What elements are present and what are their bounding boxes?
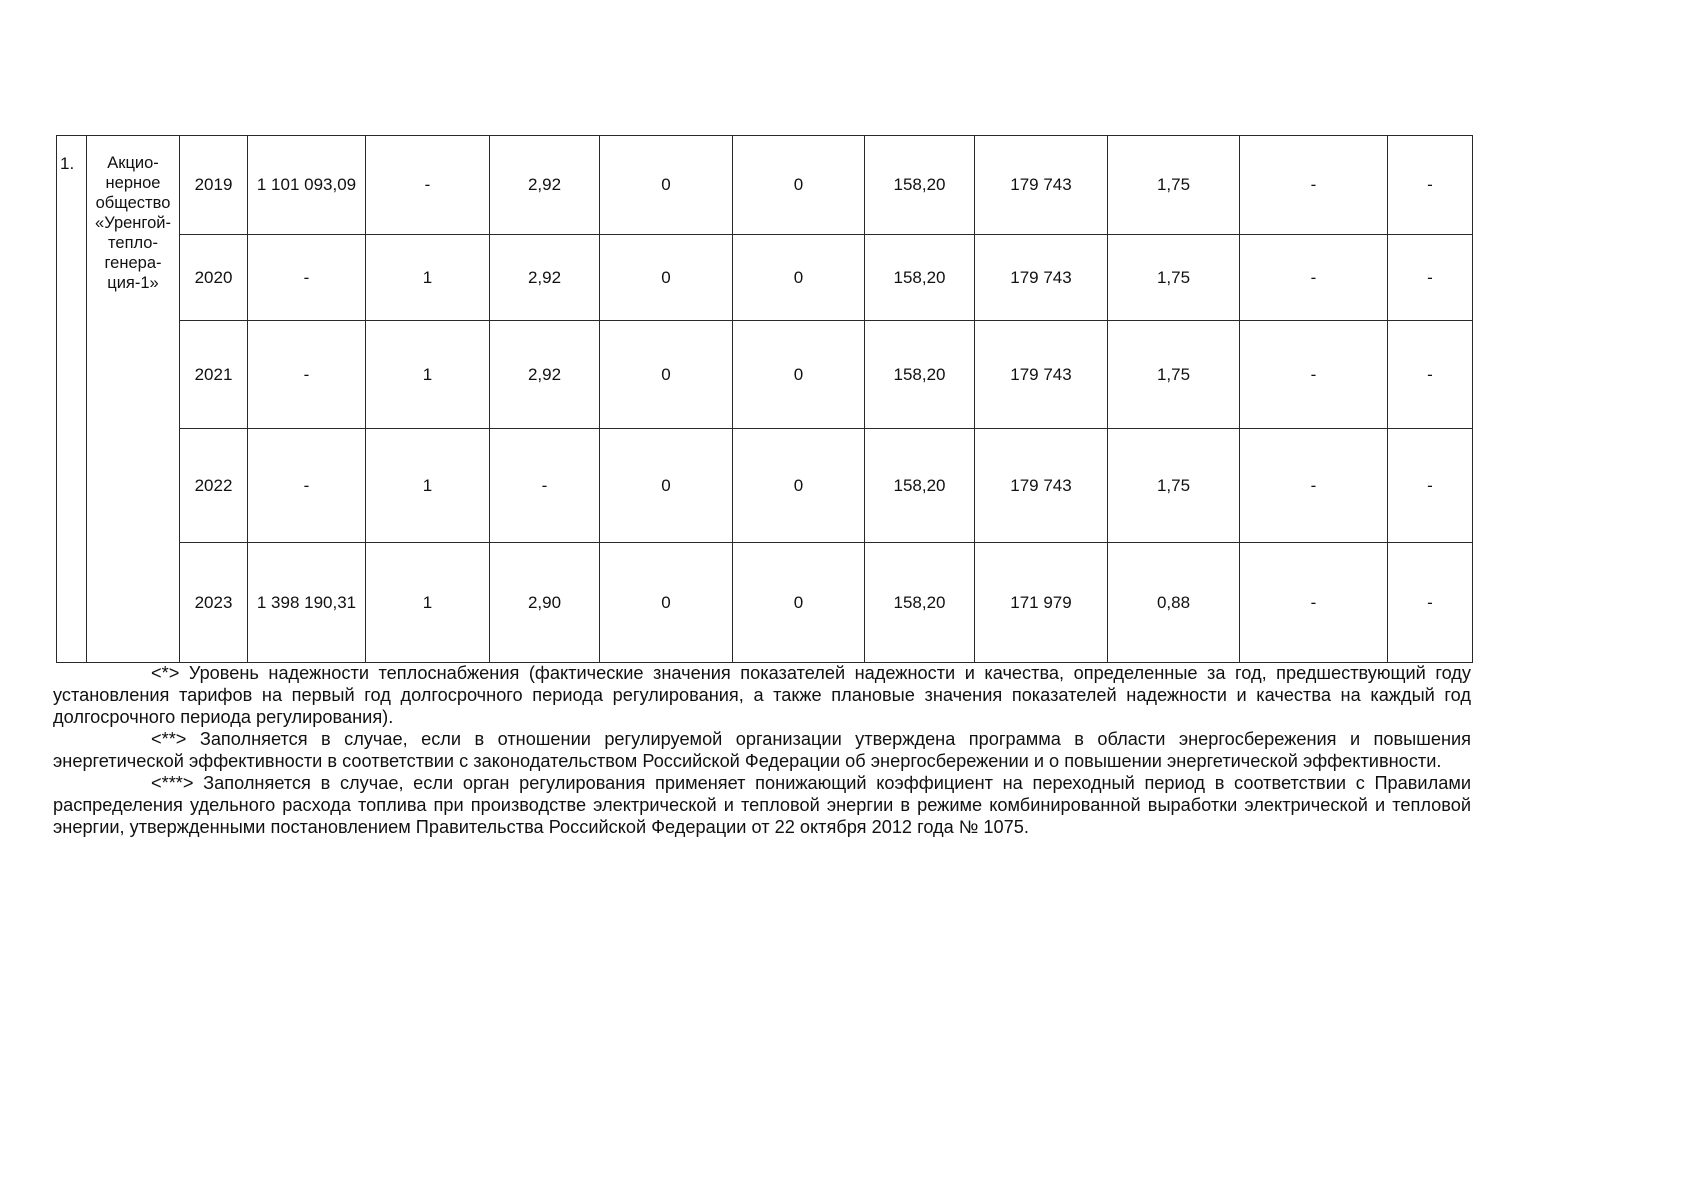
table-cell: - bbox=[248, 321, 366, 429]
table-cell: 1,75 bbox=[1108, 321, 1240, 429]
table-cell: - bbox=[1388, 543, 1473, 663]
table-cell: 158,20 bbox=[865, 136, 975, 235]
table-cell: 179 743 bbox=[975, 321, 1108, 429]
table-cell: 0 bbox=[733, 429, 865, 543]
table-cell: 1 101 093,09 bbox=[248, 136, 366, 235]
table-cell: - bbox=[1240, 235, 1388, 321]
table-cell: - bbox=[1240, 136, 1388, 235]
year-cell: 2022 bbox=[180, 429, 248, 543]
table-row bbox=[57, 429, 1473, 543]
row-number: 1. bbox=[57, 136, 87, 663]
year-cell: 2020 bbox=[180, 235, 248, 321]
table-cell: 0,88 bbox=[1108, 543, 1240, 663]
table-cell: 179 743 bbox=[975, 136, 1108, 235]
table-cell: 0 bbox=[733, 136, 865, 235]
table-cell: 0 bbox=[600, 235, 733, 321]
table-cell: - bbox=[1388, 235, 1473, 321]
table-cell: 2,92 bbox=[490, 235, 600, 321]
table-cell: 0 bbox=[733, 235, 865, 321]
table-cell: 1,75 bbox=[1108, 235, 1240, 321]
table-cell: 0 bbox=[600, 321, 733, 429]
table-cell: 1 398 190,31 bbox=[248, 543, 366, 663]
year-cell: 2023 bbox=[180, 543, 248, 663]
table-cell: 1 bbox=[366, 429, 490, 543]
table-cell: - bbox=[490, 429, 600, 543]
table-cell: 158,20 bbox=[865, 321, 975, 429]
table-cell: 1 bbox=[366, 321, 490, 429]
footnote-2: <**> Заполняется в случае, если в отношении регулируемой организации утверждена программа в области энергосбережения и повышения энергетической эффективности в соответствии с законодательством Российской Федерации об энергосбережении и о повышении энергетической эффективности. bbox=[53, 729, 1471, 771]
footnote-3: <***> Заполняется в случае, если орган регулирования применяет понижающий коэффициент на переходный период в соответствии с Правилами распределения удельного расхода топлива при производстве электрической и тепловой энергии в режиме комбинированной выработки электрической и тепловой энергии, утвержденными постановлением Правительства Российской Федерации от 22 октября 2012 года № 1075. bbox=[53, 773, 1471, 837]
footnotes bbox=[53, 662, 1471, 838]
table-cell: 179 743 bbox=[975, 235, 1108, 321]
organization-name: Акцио- нерное общество «Уренгой- тепло- генера- ция-1» bbox=[87, 136, 180, 663]
table-cell: - bbox=[248, 235, 366, 321]
table-cell: 158,20 bbox=[865, 543, 975, 663]
table-cell: 2,92 bbox=[490, 136, 600, 235]
table-cell: - bbox=[248, 429, 366, 543]
table-cell: - bbox=[1240, 429, 1388, 543]
table-cell: 2,92 bbox=[490, 321, 600, 429]
tariff-table bbox=[56, 135, 1473, 663]
table-row bbox=[57, 543, 1473, 663]
table-cell: - bbox=[1388, 136, 1473, 235]
table-cell: - bbox=[1240, 321, 1388, 429]
table-cell: 158,20 bbox=[865, 235, 975, 321]
table-cell: 0 bbox=[600, 429, 733, 543]
table-cell: - bbox=[366, 136, 490, 235]
table-cell: - bbox=[1240, 543, 1388, 663]
table-cell: 1 bbox=[366, 235, 490, 321]
table-cell: 1 bbox=[366, 543, 490, 663]
table-row bbox=[57, 136, 1473, 235]
table-cell: 179 743 bbox=[975, 429, 1108, 543]
table-row bbox=[57, 235, 1473, 321]
table-cell: 0 bbox=[600, 136, 733, 235]
table-cell: - bbox=[1388, 321, 1473, 429]
table-cell: 0 bbox=[600, 543, 733, 663]
table-cell: 0 bbox=[733, 321, 865, 429]
table-cell: - bbox=[1388, 429, 1473, 543]
table-cell: 1,75 bbox=[1108, 429, 1240, 543]
table-cell: 158,20 bbox=[865, 429, 975, 543]
year-cell: 2021 bbox=[180, 321, 248, 429]
table-cell: 1,75 bbox=[1108, 136, 1240, 235]
footnote-1: <*> Уровень надежности теплоснабжения (фактические значения показателей надежности и качества, определенные за год, предшествующий году установления тарифов на первый год долгосрочного периода регулирования, а также плановые значения показателей надежности и качества на каждый год долгосрочного периода регулирования). bbox=[53, 663, 1471, 727]
table-cell: 2,90 bbox=[490, 543, 600, 663]
table-row bbox=[57, 321, 1473, 429]
table-cell: 171 979 bbox=[975, 543, 1108, 663]
year-cell: 2019 bbox=[180, 136, 248, 235]
table-cell: 0 bbox=[733, 543, 865, 663]
